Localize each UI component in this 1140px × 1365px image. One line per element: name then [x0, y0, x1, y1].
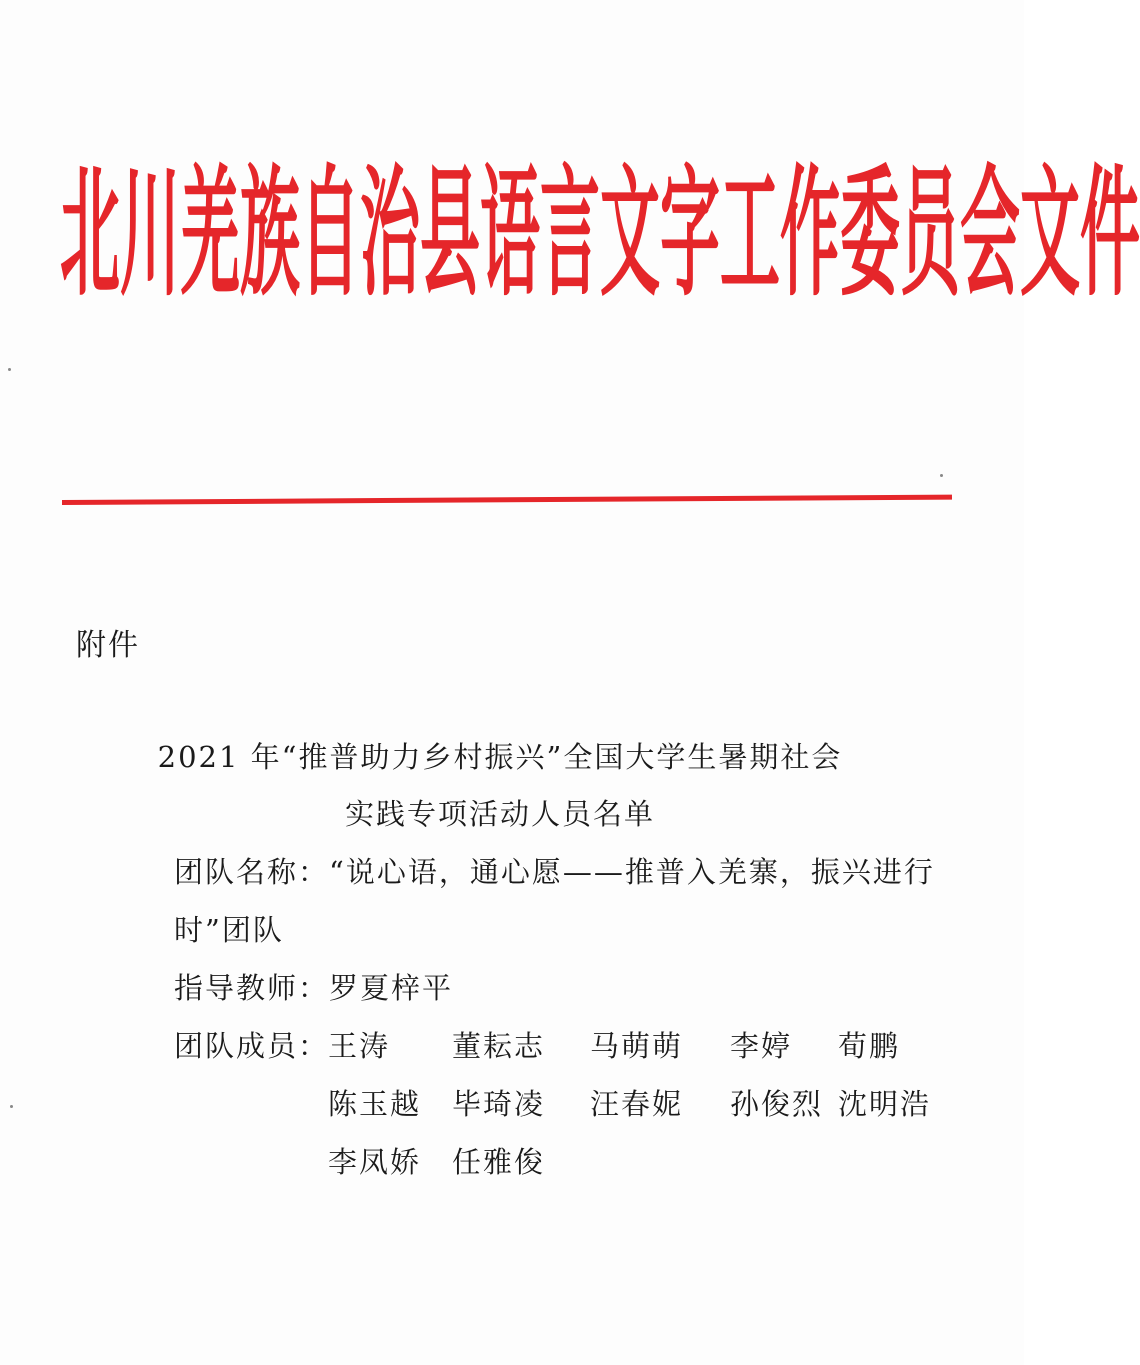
header-char: 自 — [300, 152, 360, 318]
advisor-line: 指导教师：罗夏梓平 — [174, 971, 454, 1005]
header-char: 川 — [120, 152, 180, 318]
scan-speck — [940, 474, 943, 477]
header-char: 族 — [240, 152, 300, 318]
document-title-line-2: 实践专项活动人员名单 — [344, 797, 655, 831]
header-char: 字 — [660, 152, 720, 318]
team-member: 孙俊烈 — [730, 1087, 824, 1121]
header-red-divider — [62, 495, 952, 505]
members-label: 团队成员： — [174, 1029, 330, 1063]
header-char: 工 — [720, 152, 780, 318]
header-char: 羌 — [180, 152, 240, 318]
team-member: 毕琦凌 — [452, 1087, 546, 1121]
document-title-line-1: 2021 年“推普助力乡村振兴”全国大学生暑期社会 — [157, 740, 843, 774]
header-char: 委 — [840, 152, 900, 318]
team-member: 任雅俊 — [452, 1145, 546, 1179]
team-name-line-2: 时”团队 — [174, 913, 284, 947]
header-char: 员 — [900, 152, 960, 318]
header-char: 治 — [360, 152, 420, 318]
document-header-title — [60, 150, 1140, 320]
header-char: 文 — [600, 152, 660, 318]
attachment-label: 附件 — [76, 628, 140, 663]
team-member: 汪春妮 — [590, 1087, 684, 1121]
team-member: 董耘志 — [452, 1029, 546, 1063]
team-member: 李凤娇 — [328, 1145, 422, 1179]
header-char: 北 — [60, 152, 120, 318]
header-char: 会 — [960, 152, 1020, 318]
scan-speck — [8, 368, 11, 371]
team-member: 李婷 — [730, 1029, 793, 1063]
header-char: 件 — [1080, 152, 1140, 318]
header-char: 言 — [540, 152, 600, 318]
header-char: 文 — [1020, 152, 1080, 318]
header-char: 作 — [780, 152, 840, 318]
team-member: 沈明浩 — [838, 1087, 932, 1121]
header-char: 语 — [480, 152, 540, 318]
team-member: 荀鹏 — [838, 1029, 901, 1063]
team-member: 陈玉越 — [328, 1087, 422, 1121]
team-name-line-1: 团队名称：“说心语，通心愿——推普入羌寨，振兴进行 — [174, 855, 935, 889]
header-char: 县 — [420, 152, 480, 318]
team-member: 王涛 — [328, 1029, 391, 1063]
scan-speck — [10, 1105, 13, 1108]
team-member: 马萌萌 — [590, 1029, 684, 1063]
